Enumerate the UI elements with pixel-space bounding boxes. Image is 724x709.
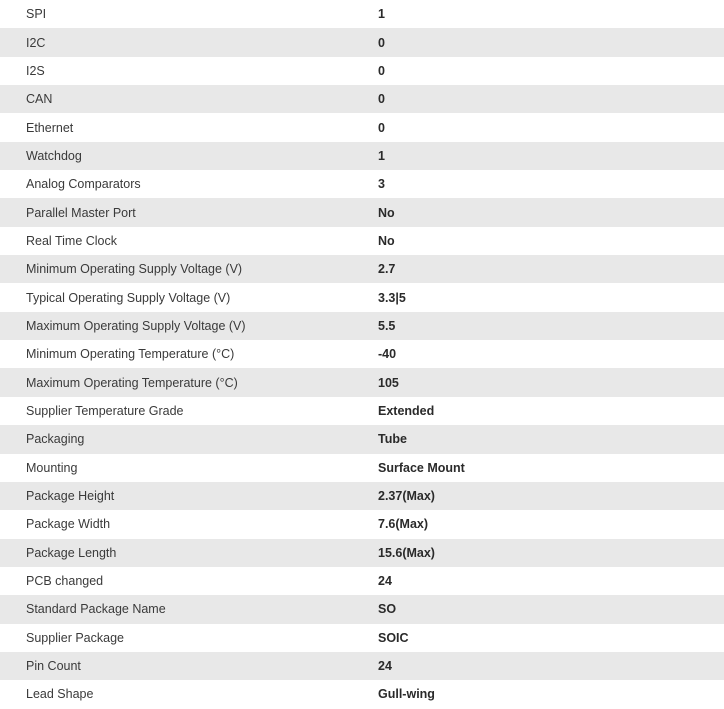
spec-value: 1 [378,142,724,170]
table-row [0,28,724,56]
spec-label: Minimum Operating Supply Voltage (V) [0,255,378,283]
spec-value: 15.6(Max) [378,539,724,567]
spec-value: Gull-wing [378,687,435,702]
table-row [0,57,724,85]
table-row [0,85,724,113]
spec-label: Supplier Temperature Grade [26,403,184,418]
table-row [0,340,724,368]
spec-label: PCB changed [26,574,104,589]
spec-label: Lead Shape [26,687,94,702]
spec-label: Mounting [26,460,78,475]
table-row [0,170,724,198]
spec-label: Parallel Master Port [0,198,378,226]
spec-value: 7.6(Max) [378,517,429,532]
table-row [0,454,724,482]
table-row [0,567,724,595]
table-row [0,510,724,538]
spec-label: Package Height [0,482,378,510]
spec-value: 0 [378,85,724,113]
spec-value: 2.7 [378,255,724,283]
spec-label: CAN [0,85,378,113]
spec-value: 0 [378,120,385,135]
spec-value: 24 [378,574,392,589]
table-row [0,198,724,226]
spec-label: I2S [26,63,45,78]
spec-value: No [378,233,395,248]
spec-value: Surface Mount [378,460,465,475]
table-row [0,595,724,623]
spec-label: Supplier Package [26,630,124,645]
table-row [0,0,724,28]
spec-value: 5.5 [378,312,724,340]
spec-value: 1 [378,7,385,22]
spec-label: Pin Count [0,652,378,680]
table-row [0,539,724,567]
spec-label: Package Length [0,539,378,567]
spec-label: Ethernet [26,120,74,135]
table-row [0,397,724,425]
spec-label: Watchdog [0,142,378,170]
spec-label: Packaging [0,425,378,453]
spec-label: Standard Package Name [0,595,378,623]
table-row [0,283,724,311]
spec-label: Maximum Operating Supply Voltage (V) [0,312,378,340]
table-row [0,652,724,680]
spec-label: Maximum Operating Temperature (°C) [0,368,378,396]
spec-label: SPI [26,7,47,22]
spec-value: 105 [378,368,724,396]
spec-value: SO [378,595,724,623]
spec-label: Analog Comparators [26,177,141,192]
table-row [0,680,724,708]
spec-value: Tube [378,425,724,453]
spec-value: 0 [378,63,385,78]
spec-label: Typical Operating Supply Voltage (V) [26,290,231,305]
spec-value: No [378,198,724,226]
table-row [0,227,724,255]
table-row [0,312,724,340]
spec-label: Package Width [26,517,111,532]
spec-label: Minimum Operating Temperature (°C) [26,347,235,362]
spec-value: 2.37(Max) [378,482,724,510]
spec-value: 24 [378,652,724,680]
table-row [0,368,724,396]
table-row [0,255,724,283]
spec-value: 3 [378,177,385,192]
spec-value: 3.3|5 [378,290,406,305]
table-row [0,113,724,141]
spec-label: Real Time Clock [26,233,117,248]
table-row [0,624,724,652]
table-row [0,142,724,170]
table-row [0,482,724,510]
spec-label: I2C [0,28,378,56]
table-row [0,425,724,453]
spec-value: 0 [378,28,724,56]
spec-value: SOIC [378,630,409,645]
spec-value: -40 [378,347,397,362]
spec-value: Extended [378,403,435,418]
